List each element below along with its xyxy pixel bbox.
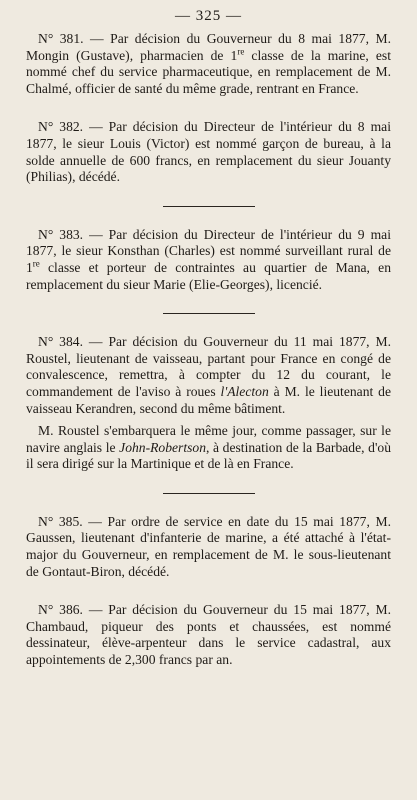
- entry-382: [26, 119, 391, 185]
- paragraph: N° 382. — Par décision du Directeur de l'intérieur du 8 mai 1877, le sieur Louis (Victor) est nommé garçon de bureau, à la solde annuelle de 600 francs, en remplacement du sieur Jouanty (Philias), décédé.: [26, 119, 391, 185]
- paragraph: M. Roustel s'embarquera le même jour, comme passager, sur le navire anglais le John-Robertson, à destination de la Barbade, d'où il sera dirigé sur la Martinique et de là en France.: [26, 423, 391, 472]
- paragraph: N° 384. — Par décision du Gouverneur du 11 mai 1877, M. Roustel, lieutenant de vaisseau, partant pour France en congé de convalescence, remettra, à compter du 12 du courant, le commandement de l'aviso à roues l'Alecton à M. le lieutenant de vaisseau Kerandren, second du même bâtiment.: [26, 334, 391, 416]
- entry-385: [26, 514, 391, 580]
- paragraph: N° 383. — Par décision du Directeur de l'intérieur du 9 mai 1877, le sieur Konsthan (Charles) est nommé surveillant rural de 1re classe et porteur de contraintes au quartier de Mana, en remplacement du sieur Marie (Elie-Georges), licencié.: [26, 226, 391, 292]
- entry-384: [26, 334, 391, 473]
- entry-386: [26, 602, 391, 668]
- entry-381: [26, 31, 391, 97]
- page-number: — 325 —: [175, 8, 242, 24]
- paragraph: N° 386. — Par décision du Gouverneur du 15 mai 1877, M. Chambaud, piqueur des ponts et chaussées, est nommé dessinateur, élève-arpenteur dans le service cadastral, aux appointements de 2,300 francs par an.: [26, 602, 391, 668]
- entry-383: [26, 227, 391, 293]
- paragraph: N° 381. — Par décision du Gouverneur du 8 mai 1877, M. Mongin (Gustave), pharmacien de 1re classe de la marine, est nommé chef du service pharmaceutique, en remplacement de M. Chalmé, officier de santé du même grade, rentrant en France.: [26, 31, 391, 96]
- paragraph: N° 385. — Par ordre de service en date du 15 mai 1877, M. Gaussen, lieutenant d'infanterie de marine, a été attaché à l'état-major du Gouverneur, en remplacement de M. le sous-lieutenant de Gontaut-Biron, décédé.: [26, 513, 391, 579]
